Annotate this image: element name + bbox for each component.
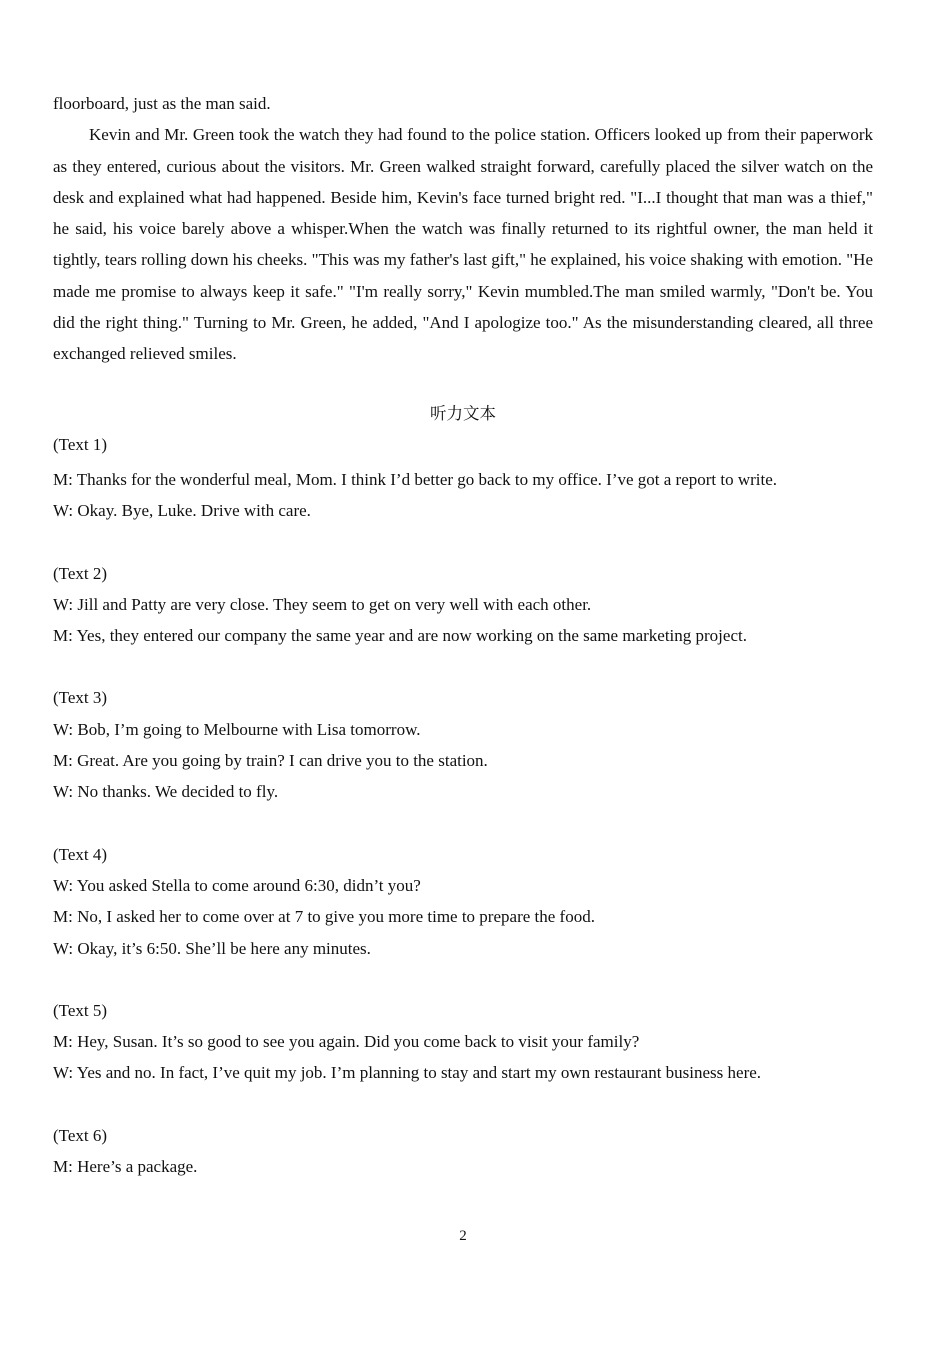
story-continuation-line: floorboard, just as the man said. [53,94,271,113]
text-heading: (Text 2) [53,563,108,583]
dialogue-line: M: Hey, Susan. It’s so good to see you again. Did you come back to visit your family? [53,1032,640,1052]
text-block-6 [53,1120,873,1183]
text-block-1 [53,429,873,527]
document-page [53,88,873,1182]
text-block-2 [53,558,873,652]
story-paragraph: Kevin and Mr. Green took the watch they had found to the police station. Officers looked up from their paperwork as they entered, curious about the visitors. Mr. Green walked straight forward, carefully placed the silver watch on the desk and explained what had happened. Beside him, Kevin's face turned bright red. "I...I thought that man was a thief," he said, his voice barely above a whisper.When the watch was finally returned to its rightful owner, the man held it tightly, tears rolling down his cheeks. "This was my father's last gift," he explained, his voice shaking with emotion. "He made me promise to always keep it safe." "I'm really sorry," Kevin mumbled.The man smiled warmly, "Don't be. You did the right thing." Turning to Mr. Green, he added, "And I apologize too." As the misunderstanding cleared, all three exchanged relieved smiles. [53,125,873,364]
text-block-5 [53,995,873,1089]
text-heading: (Text 5) [53,1000,108,1020]
dialogue-line: W: No thanks. We decided to fly. [53,782,279,802]
text-heading: (Text 6) [53,1125,108,1145]
page-number: 2 [459,1228,467,1244]
dialogue-line: W: You asked Stella to come around 6:30, didn’t you? [53,875,421,895]
dialogue-line: M: Thanks for the wonderful meal, Mom. I think I’d better go back to my office. I’ve got a report to write. [53,469,778,489]
dialogue-line: W: Okay. Bye, Luke. Drive with care. [53,501,311,521]
text-block-3 [53,682,873,807]
dialogue-line: M: Here’s a package. [53,1157,198,1177]
section-title: 听力文本 [430,403,496,423]
text-block-4 [53,839,873,964]
dialogue-line: M: Yes, they entered our company the same year and are now working on the same marketing project. [53,626,747,646]
text-heading: (Text 1) [53,434,108,454]
dialogue-line: W: Bob, I’m going to Melbourne with Lisa tomorrow. [53,719,421,739]
text-heading: (Text 4) [53,844,108,864]
dialogue-line: M: No, I asked her to come over at 7 to give you more time to prepare the food. [53,907,595,927]
dialogue-line: M: Great. Are you going by train? I can drive you to the station. [53,751,488,771]
dialogue-line: W: Yes and no. In fact, I’ve quit my job. I’m planning to stay and start my own restaurant business here. [53,1063,762,1083]
dialogue-line: W: Okay, it’s 6:50. She’ll be here any minutes. [53,938,371,958]
text-heading: (Text 3) [53,688,108,708]
dialogue-line: W: Jill and Patty are very close. They seem to get on very well with each other. [53,594,592,614]
